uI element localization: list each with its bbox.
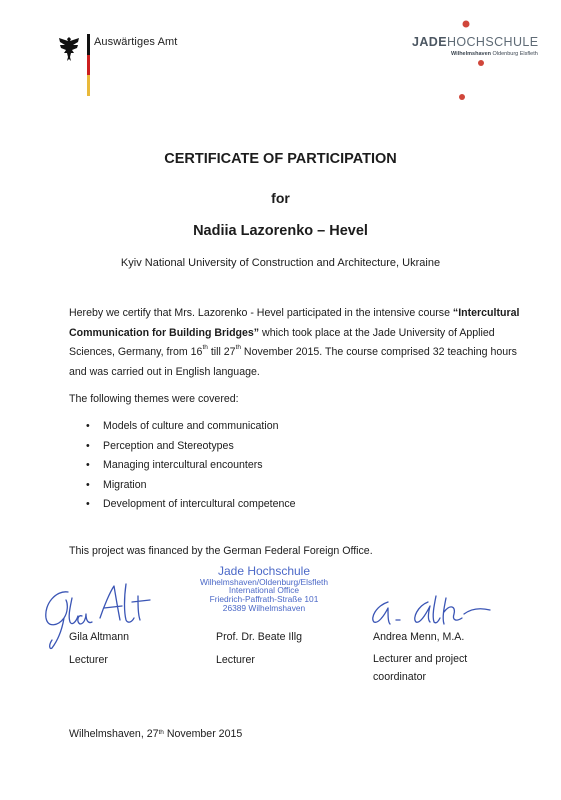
bullet-icon: •: [86, 498, 90, 511]
for-label: for: [271, 190, 290, 206]
stamp-line: International Office: [228, 585, 300, 596]
list-item: [86, 459, 296, 479]
recipient-institution: Kyiv National University of Construction and Architecture, Ukraine: [120, 257, 441, 269]
federal-eagle-icon: [58, 36, 80, 62]
list-item: [86, 440, 296, 460]
stamp-line: Wilhelmshaven/Oldenburg/Elsfleth: [199, 576, 328, 587]
jade-hochschule-logo: [412, 35, 538, 49]
flag-stripe-black: [87, 34, 90, 55]
para-text-4: till 27: [207, 346, 236, 358]
bullet-icon: •: [86, 439, 90, 452]
logo-word-light: HOCHSCHULE: [446, 35, 539, 49]
signatory-role: Lecturer: [216, 654, 255, 666]
logo-sub-bold: Wilhelmshaven: [451, 51, 491, 57]
para-text-5: November 2015. The course comprised 32 teaching hours: [240, 346, 517, 358]
theme-text: Development of intercultural competence: [103, 498, 296, 511]
ordinal-suffix: th: [158, 729, 164, 736]
bullet-icon: •: [86, 478, 90, 491]
flag-stripe-red: [87, 55, 90, 76]
date-text: Wilhelmshaven, 27: [69, 728, 159, 740]
course-title-part-2: Communication for Building Bridges”: [69, 326, 260, 339]
signature-andrea-menn: [366, 592, 494, 632]
themes-intro: The following themes were covered:: [69, 393, 239, 405]
theme-text: Migration: [103, 478, 147, 491]
signatory-role: Lecturer: [69, 654, 108, 666]
jade-logo-subtitle: [451, 51, 538, 57]
para-text-2: which took place at the Jade University of Applied: [259, 326, 495, 339]
certificate-title: CERTIFICATE OF PARTICIPATION: [164, 151, 397, 167]
list-item: [86, 479, 296, 499]
para-text-3: Sciences, Germany, from 16: [69, 346, 203, 358]
recipient-name: Nadiia Lazorenko – Hevel: [193, 223, 368, 239]
institution-stamp: [198, 565, 330, 613]
jade-logo-dots-icon: [455, 16, 495, 106]
stamp-line: 26389 Wilhelmshaven: [222, 603, 306, 614]
theme-text: Models of culture and communication: [103, 420, 279, 432]
logo-word-bold: JADE: [412, 35, 447, 49]
ordinal-suffix: th: [202, 344, 208, 351]
funding-note: This project was financed by the German Federal Foreign Office.: [69, 545, 373, 557]
stamp-line: Jade Hochschule: [217, 564, 311, 578]
date-text: November 2015: [163, 728, 243, 740]
flag-stripe-gold: [87, 75, 90, 96]
certification-paragraph: [69, 304, 520, 382]
issue-date: [69, 728, 242, 740]
themes-list: [86, 420, 296, 518]
theme-text: Managing intercultural encounters: [103, 459, 263, 472]
bullet-icon: •: [86, 420, 90, 432]
german-flag-bar: [87, 34, 90, 96]
signatory-name: Gila Altmann: [69, 631, 130, 643]
theme-text: Perception and Stereotypes: [103, 439, 234, 452]
signatory-name: Prof. Dr. Beate Illg: [216, 631, 302, 643]
bullet-icon: •: [86, 459, 90, 472]
list-item: [86, 420, 296, 440]
logo-sub-light: Oldenburg Elsfleth: [492, 51, 538, 57]
ministry-label: Auswärtiges Amt: [94, 36, 178, 48]
course-title-part-1: “Intercultural: [452, 307, 520, 319]
signatory-role: Lecturer and project: [373, 653, 468, 665]
signatory-name: Andrea Menn, M.A.: [373, 631, 465, 643]
signatory-role-continued: coordinator: [373, 671, 426, 683]
ordinal-suffix: th: [235, 344, 241, 351]
para-text-1: Hereby we certify that Mrs. Lazorenko - Hevel participated in the intensive course: [69, 307, 453, 319]
list-item: [86, 498, 296, 518]
para-text-6: and was carried out in English language.: [69, 365, 260, 378]
stamp-line: Friedrich-Paffrath-Straße 101: [209, 594, 319, 605]
